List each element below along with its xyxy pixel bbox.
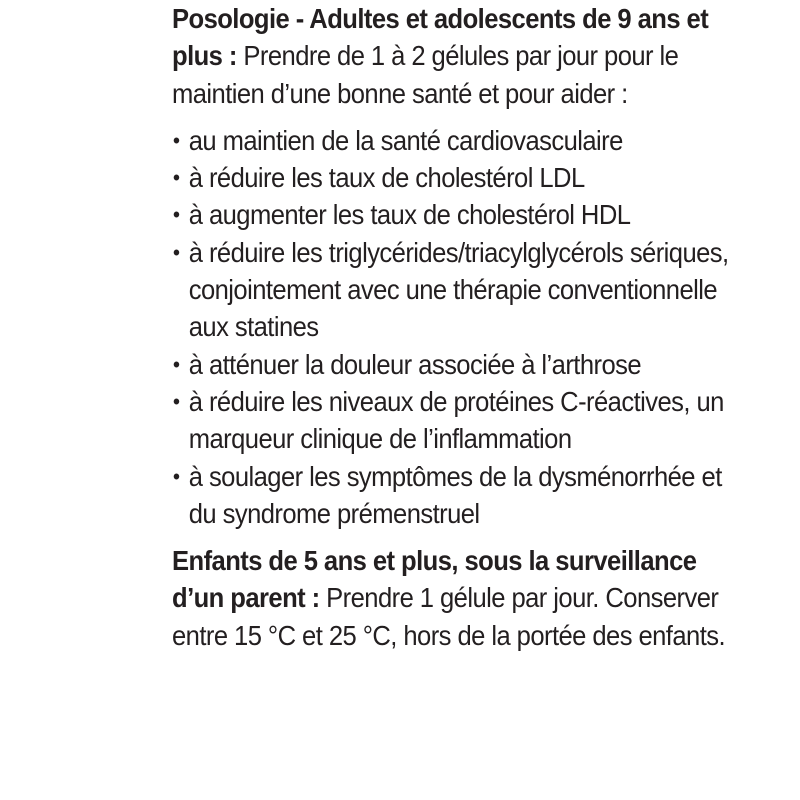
indication-text: à soulager les symptômes de la dysménorrhée et du syndrome prémenstruel xyxy=(188,460,722,529)
child-dosage-text: Prendre 1 gélule par jour. Conserver entre 15 °C et 25 °C, hors de la portée des enfants. xyxy=(172,582,726,651)
indication-text: à réduire les taux de cholestérol LDL xyxy=(188,162,585,194)
bullet-icon: • xyxy=(172,127,180,153)
indication-text: à atténuer la douleur associée à l’arthrose xyxy=(188,348,642,380)
indication-item xyxy=(172,346,749,383)
product-label-text xyxy=(172,0,749,654)
indication-text: à réduire les triglycérides/triacylglycérols sériques, conjointement avec une thérapie conventionnelle aux statines xyxy=(188,236,729,343)
indication-item xyxy=(172,234,749,346)
bullet-icon: • xyxy=(172,239,180,265)
bullet-icon: • xyxy=(172,463,180,489)
spacer xyxy=(172,112,749,122)
indication-text: au maintien de la santé cardiovasculaire xyxy=(188,124,623,156)
indication-item xyxy=(172,383,749,458)
adult-dosage-paragraph xyxy=(172,0,749,112)
bullet-icon: • xyxy=(172,202,180,228)
bullet-icon: • xyxy=(172,351,180,377)
bullet-icon: • xyxy=(172,388,180,414)
bullet-icon: • xyxy=(172,165,180,191)
indication-item xyxy=(172,458,749,533)
indication-text: à augmenter les taux de cholestérol HDL xyxy=(188,199,631,231)
adult-dosage-heading: Posologie - Adultes et adolescents de 9 ans et plus : xyxy=(172,3,709,72)
spacer xyxy=(172,532,749,542)
child-dosage-paragraph xyxy=(172,542,749,654)
adult-dosage-text: Prendre de 1 à 2 gélules par jour pour le maintien d’une bonne santé et pour aider : xyxy=(172,40,679,109)
indication-item xyxy=(172,196,749,233)
indications-list xyxy=(172,122,749,532)
indication-item xyxy=(172,159,749,196)
child-dosage-heading: Enfants de 5 ans et plus, sous la surveillance d’un parent : xyxy=(172,545,697,614)
indication-item xyxy=(172,122,749,159)
indication-text: à réduire les niveaux de protéines C-réactives, un marqueur clinique de l’inflammation xyxy=(188,385,724,455)
